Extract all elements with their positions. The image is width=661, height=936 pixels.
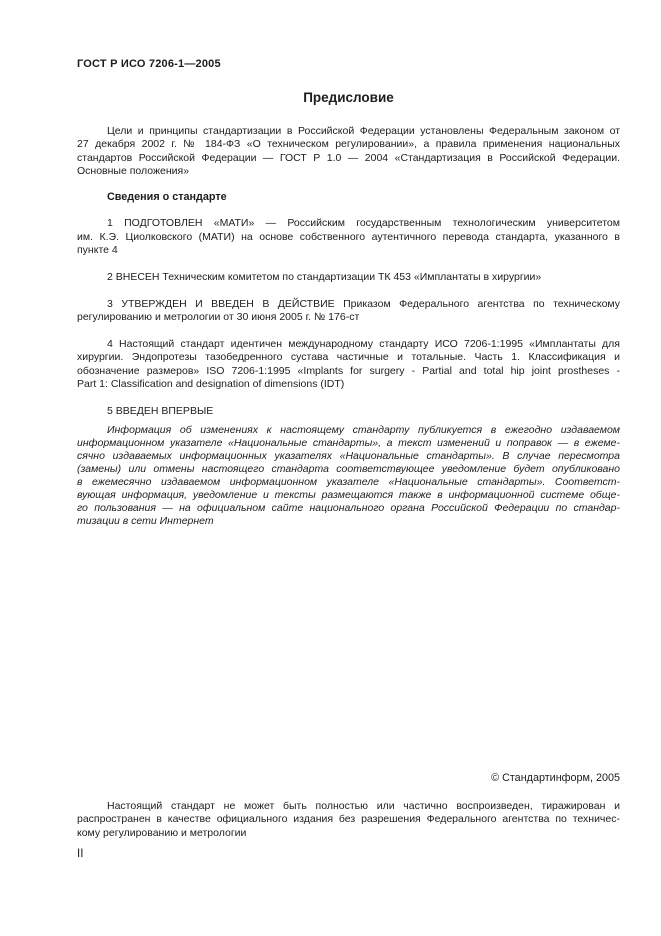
intro-paragraph [77,125,620,179]
text-line: хирургии. Эндопротезы тазобедренного сустава частичные и тотальные. Часть 1. Классификация и [77,351,620,363]
text-line: распространен в качестве официального издания без разрешения Федерального агентства по техничес- [77,813,620,825]
text-line: регулированию и метрологии от 30 июня 2005 г. № 176-ст [77,311,360,323]
text-line: Настоящий стандарт не может быть полностью или частично воспроизведен, тиражирован и [107,799,620,812]
standard-info-item-4 [77,338,620,392]
text-line: информационном указателе «Национальные стандарты», а текст изменений и поправок — в ежеме- [77,437,620,449]
text-line: вующая информация, уведомление и тексты размещаются также в информационной системе обще- [77,489,620,501]
standard-info-item-5 [77,405,620,419]
standard-code: ГОСТ Р ИСО 7206-1—2005 [77,58,221,70]
reproduction-restriction [77,800,620,841]
text-line: сячно издаваемых информационных указателях «Национальные стандарты». В случае пересмотра [77,450,620,462]
text-line: 27 декабря 2002 г. № 184-ФЗ «О техническом регулировании», а правила применения национальных [77,138,620,150]
standard-info-item-1 [77,217,620,258]
text-line: 4 Настоящий стандарт идентичен международному стандарту ИСО 7206-1:1995 «Имплантаты для [107,337,620,350]
text-line: 3 УТВЕРЖДЕН И ВВЕДЕН В ДЕЙСТВИЕ Приказом Федерального агентства по техническому [107,297,620,310]
text-line: (замены) или отмены настоящего стандарта соответствующее уведомление будет опубликовано [77,463,620,475]
text-line: в ежемесячно издаваемом информационном указателе «Национальные стандарты». Соответст- [77,476,620,488]
text-line: Цели и принципы стандартизации в Российской Федерации установлены Федеральным законом от [107,124,620,137]
text-line: 2 ВНЕСЕН Техническим комитетом по стандартизации ТК 453 «Имплантаты в хирургии» [107,271,542,283]
text-line: го пользования — на официальном сайте национального органа Российской Федерации по стандар- [77,502,620,514]
text-line: Информация об изменениях к настоящему стандарту публикуется в ежегодно издаваемом [107,424,620,436]
section-heading: Сведения о стандарте [107,190,227,203]
text-line: Part 1: Classification and designation of dimensions (IDT) [77,378,345,390]
copyright-notice: © Стандартинформ, 2005 [491,772,620,784]
text-line: Основные положения» [77,165,190,177]
text-line: стандартов Российской Федерации — ГОСТ Р 1.0 — 2004 «Стандартизация в Российской Федерации. [77,151,620,164]
page-number: II [77,848,84,860]
standard-info-item-2 [77,271,620,285]
text-line: им. К.Э. Циолковского (МАТИ) на основе собственного аутентичного перевода стандарта, указанного в [77,230,620,243]
text-line: 1 ПОДГОТОВЛЕН «МАТИ» — Российским государственным технологическим университетом [107,217,620,229]
text-line: обозначение размеров» ISO 7206-1:1995 «Implants for surgery - Partial and total hip joint prostheses - [77,364,620,377]
text-line: пункте 4 [77,244,118,256]
amendments-note [77,424,620,528]
text-line: 5 ВВЕДЕН ВПЕРВЫЕ [107,404,214,417]
page-title: Предисловие [303,89,394,105]
standard-info-item-3 [77,298,620,325]
text-line: кому регулированию и метрологии [77,826,247,839]
text-line: тизации в сети Интернет [77,515,214,527]
